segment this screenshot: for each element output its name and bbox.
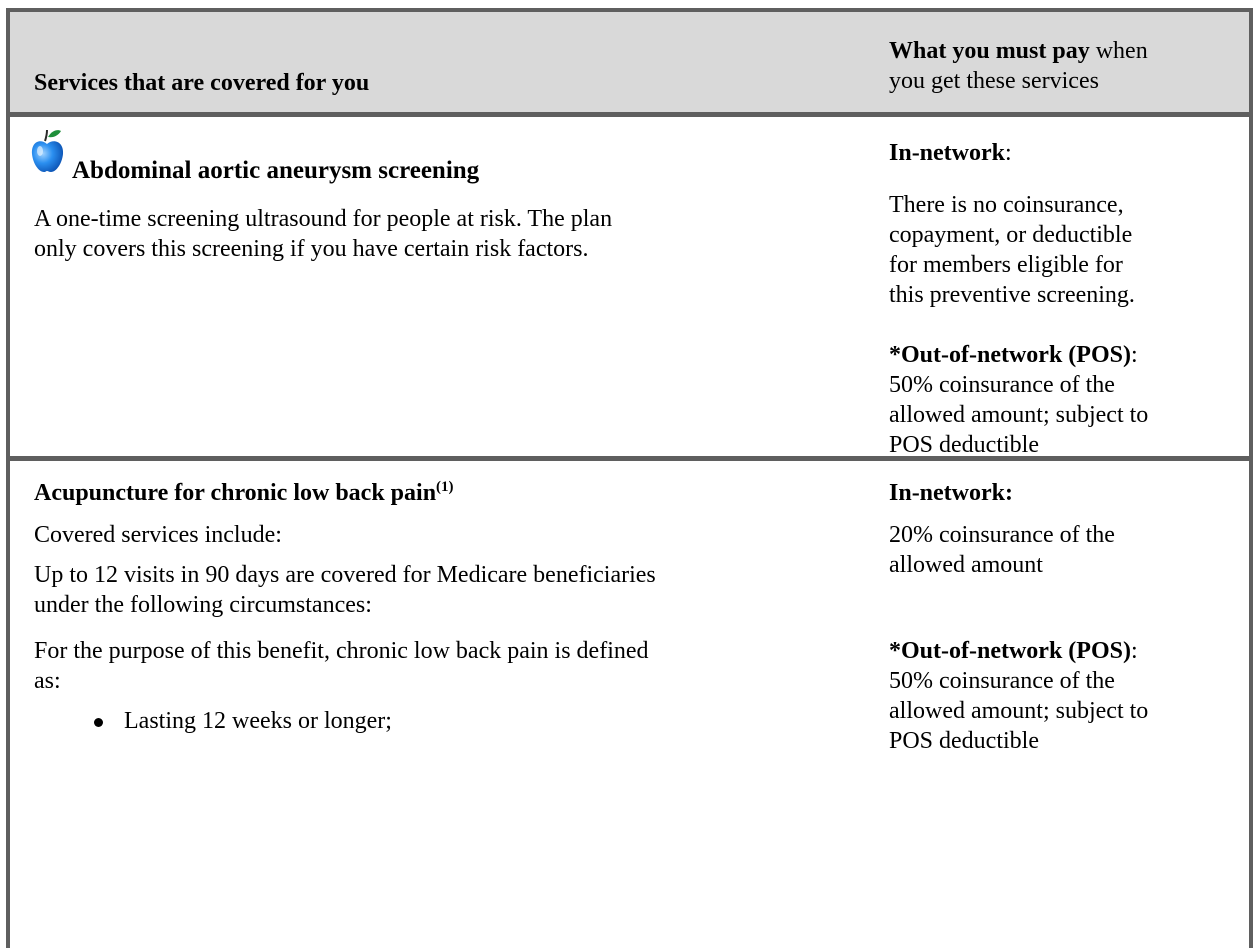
- acupuncture-in-network-label: In-network:: [889, 480, 1013, 506]
- acupuncture-line2a: Up to 12 visits in 90 days are covered for Medicare beneficiaries: [34, 562, 656, 588]
- header-divider: [10, 112, 1249, 117]
- row-divider: [10, 456, 1249, 461]
- abdominal-desc-line1: A one-time screening ultrasound for people at risk. The plan: [34, 206, 613, 232]
- acupuncture-line3a: For the purpose of this benefit, chronic low back pain is defined: [34, 638, 649, 664]
- acupuncture-bullet1: Lasting 12 weeks or longer;: [124, 708, 392, 734]
- abdominal-in-network-line2: copayment, or deductible: [889, 222, 1133, 248]
- abdominal-screening-title: Abdominal aortic aneurysm screening: [72, 157, 480, 184]
- abdominal-out-network-line2: allowed amount; subject to: [889, 402, 1149, 428]
- apple-icon: [30, 126, 64, 174]
- bullet-icon: [94, 718, 103, 727]
- abdominal-out-network-label: *Out-of-network (POS):: [889, 342, 1138, 368]
- acupuncture-line3b: as:: [34, 668, 61, 694]
- acupuncture-footnote-ref: (1): [436, 479, 454, 495]
- acupuncture-line2b: under the following circumstances:: [34, 592, 372, 618]
- acupuncture-title: Acupuncture for chronic low back pain$^{(1)}$: [34, 479, 454, 506]
- acupuncture-line1: Covered services include:: [34, 522, 282, 548]
- abdominal-in-network-line1: There is no coinsurance,: [889, 192, 1124, 218]
- header-what-you-pay: [889, 36, 1249, 96]
- abdominal-in-network-line3: for members eligible for: [889, 252, 1123, 278]
- abdominal-in-network-label: In-network:: [889, 140, 1012, 166]
- acupuncture-out-network-line1: 50% coinsurance of the: [889, 668, 1115, 694]
- acupuncture-in-network-line2: allowed amount: [889, 552, 1043, 578]
- acupuncture-out-network-line3: POS deductible: [889, 728, 1039, 754]
- acupuncture-in-network-line1: 20% coinsurance of the: [889, 522, 1115, 548]
- header-what-you-pay-bold: What you must pay: [889, 38, 1090, 64]
- header-what-you-pay-rest: when: [1089, 38, 1148, 64]
- header-services-covered: Services that are covered for you: [34, 70, 370, 96]
- header-what-you-pay-line2: you get these services: [889, 68, 1099, 94]
- abdominal-out-network-line3: POS deductible: [889, 432, 1039, 458]
- acupuncture-out-network-label: *Out-of-network (POS):: [889, 638, 1138, 664]
- abdominal-in-network-line4: this preventive screening.: [889, 282, 1135, 308]
- acupuncture-out-network-line2: allowed amount; subject to: [889, 698, 1149, 724]
- abdominal-out-network-line1: 50% coinsurance of the: [889, 372, 1115, 398]
- abdominal-desc-line2: only covers this screening if you have certain risk factors.: [34, 236, 589, 262]
